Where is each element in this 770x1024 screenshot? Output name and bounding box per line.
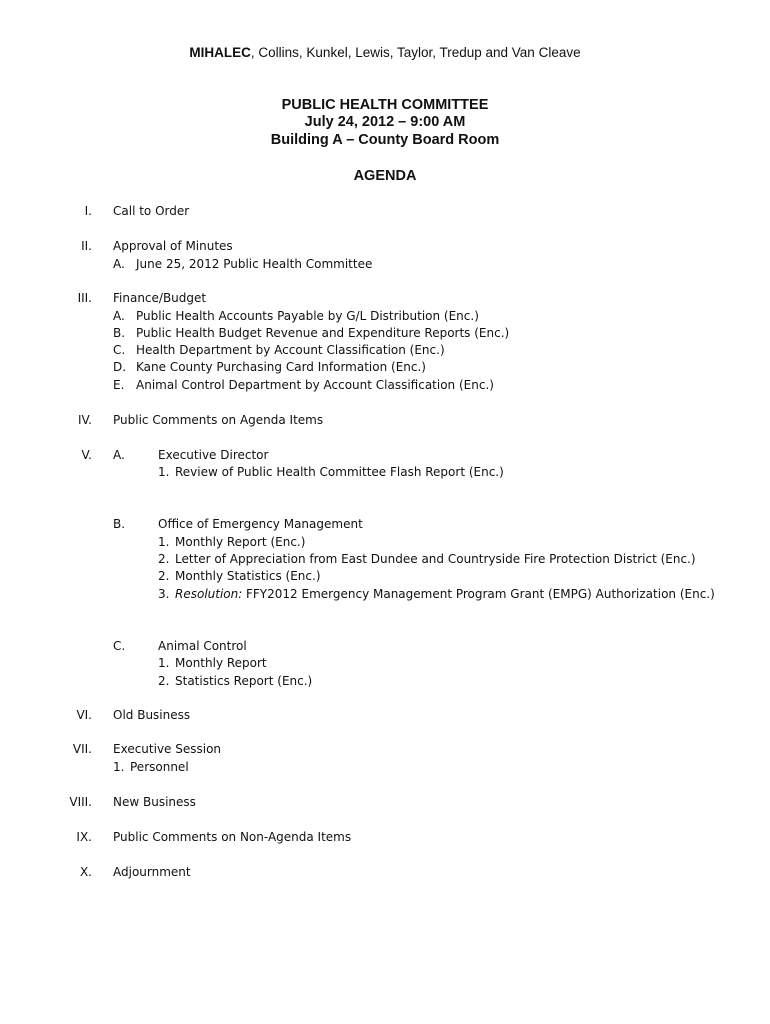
item-title: Approval of Minutes — [113, 239, 233, 253]
sub-item: FFY2012 Emergency Management Program Grant (EMPG) Authorization (Enc.) — [246, 587, 715, 601]
item-number: IX. — [76, 830, 92, 844]
sub-number: 1. — [158, 465, 170, 479]
item-number: X. — [79, 865, 92, 879]
item-number: III. — [77, 291, 92, 305]
sub-number: 2. — [158, 552, 170, 566]
sub-item: Statistics Report (Enc.) — [175, 674, 313, 688]
sub-title: Executive Director — [158, 448, 269, 462]
item-title: Old Business — [113, 708, 191, 722]
resolution-label: Resolution: — [175, 587, 243, 601]
agenda-title: AGENDA — [353, 168, 417, 184]
sub-item: Monthly Report (Enc.) — [175, 535, 306, 549]
sub-letter: B. — [113, 326, 126, 340]
item-title: Adjournment — [113, 865, 191, 879]
sub-number: 1. — [158, 535, 170, 549]
committee-members — [0, 45, 770, 60]
item-number: VI. — [76, 708, 92, 722]
sub-number: 1. — [113, 760, 125, 774]
sub-letter: C. — [113, 343, 126, 357]
item-title: Public Comments on Agenda Items — [113, 413, 324, 427]
sub-item: Personnel — [130, 760, 189, 774]
sub-item: Review of Public Health Committee Flash Report (Enc.) — [175, 465, 504, 479]
item-title: Finance/Budget — [113, 291, 207, 305]
sub-letter: C. — [113, 639, 126, 653]
item-title: New Business — [113, 795, 196, 809]
sub-item: Health Department by Account Classification (Enc.) — [136, 343, 445, 357]
item-title: Executive Session — [113, 742, 222, 756]
sub-item: Monthly Statistics (Enc.) — [175, 569, 321, 583]
sub-letter: A. — [113, 448, 125, 462]
member-names: , Collins, Kunkel, Lewis, Taylor, Tredup and Van Cleave — [250, 45, 581, 60]
item-number: VIII. — [69, 795, 92, 809]
item-number: II. — [81, 239, 92, 253]
sub-letter: D. — [113, 360, 127, 374]
sub-item: Kane County Purchasing Card Information (Enc.) — [136, 360, 426, 374]
meeting-location: Building A – County Board Room — [270, 132, 500, 148]
committee-title: PUBLIC HEALTH COMMITTEE — [281, 97, 489, 113]
sub-letter: E. — [113, 378, 125, 392]
item-title: Public Comments on Non-Agenda Items — [113, 830, 352, 844]
sub-item: Public Health Budget Revenue and Expenditure Reports (Enc.) — [136, 326, 510, 340]
sub-item: Animal Control Department by Account Classification (Enc.) — [136, 378, 494, 392]
sub-number: 2. — [158, 569, 170, 583]
sub-item: Public Health Accounts Payable by G/L Distribution (Enc.) — [136, 309, 479, 323]
meeting-date-time: July 24, 2012 – 9:00 AM — [304, 114, 466, 130]
sub-title: Office of Emergency Management — [158, 517, 363, 531]
sub-letter: B. — [113, 517, 126, 531]
item-number: VII. — [72, 742, 92, 756]
sub-letter: A. — [113, 309, 125, 323]
item-number: I. — [84, 204, 92, 218]
sub-number: 2. — [158, 674, 170, 688]
sub-letter: A. — [113, 257, 125, 271]
sub-item: Letter of Appreciation from East Dundee and Countryside Fire Protection District (Enc.) — [175, 552, 696, 566]
sub-number: 1. — [158, 656, 170, 670]
item-number: V. — [81, 448, 92, 462]
sub-number: 3. — [158, 587, 170, 601]
item-title: Call to Order — [113, 204, 190, 218]
item-number: IV. — [77, 413, 92, 427]
sub-item: June 25, 2012 Public Health Committee — [136, 257, 373, 271]
chair-name: MIHALEC — [189, 45, 251, 60]
sub-item: Monthly Report — [175, 656, 267, 670]
sub-title: Animal Control — [158, 639, 247, 653]
